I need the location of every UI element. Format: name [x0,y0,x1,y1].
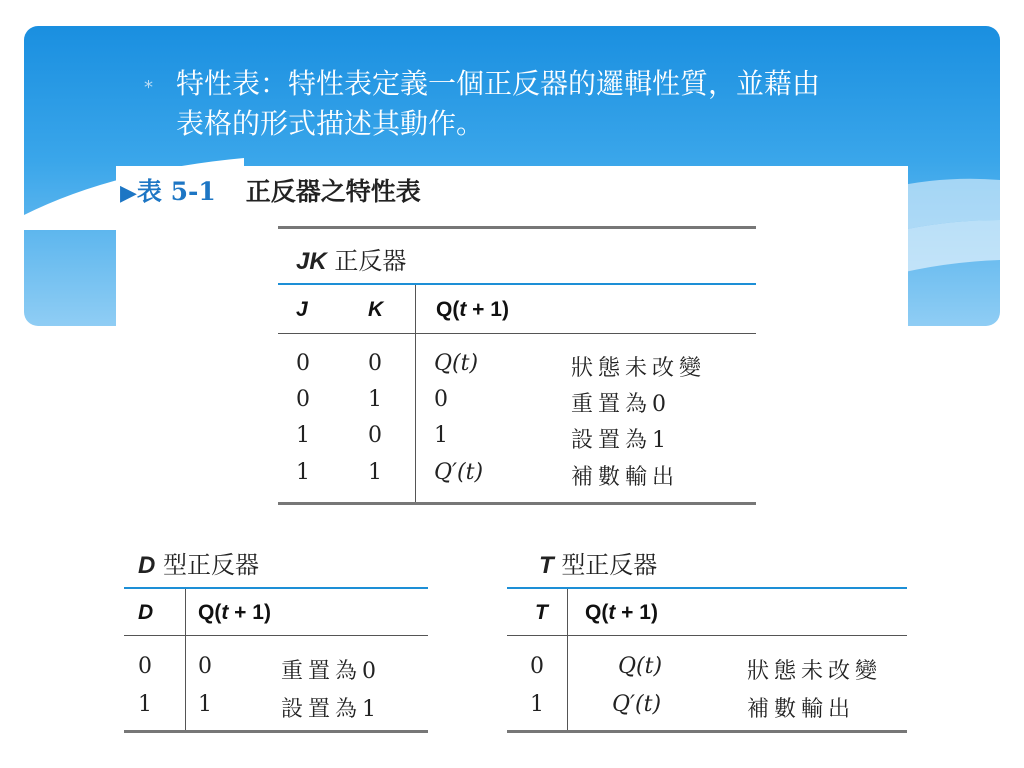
d-row-1-desc: 重置為0 [281,659,381,684]
caption-arrow-icon: ▶ [120,180,137,206]
d-column-divider [185,589,186,731]
d-row-2-q: 1 [198,692,212,717]
d-table-heading [138,545,259,580]
jk-col-q [436,298,509,322]
jk-heading-letter: JK [296,248,327,275]
d-col-d: D [138,601,154,624]
jk-header-rule [278,283,756,285]
d-q-prefix: Q( [198,601,222,624]
bullet-point [146,64,966,144]
d-q-suffix: + 1) [228,601,271,624]
jk-row-3-k: 0 [368,423,382,448]
t-row-2-q: Q′(t) [612,692,662,717]
jk-row-2-j: 0 [296,387,310,412]
t-bottom-rule [507,730,907,733]
t-row-1-t: 0 [530,654,544,679]
jk-row-2-desc: 重置為0 [571,392,671,417]
bullet-marker: * [144,77,153,98]
bullet-line-1: 特性表：特性表定義一個正反器的邏輯性質，並藉由 [176,67,821,100]
jk-row-4-j: 1 [296,460,310,485]
jk-col-j: J [296,298,308,321]
jk-column-divider [415,285,416,503]
jk-row-1-desc: 狀態未改變 [571,356,707,381]
jk-q-suffix: + 1) [466,298,509,321]
d-heading-text: 型正反器 [162,551,259,579]
table-number: 表 5-1 [136,177,216,206]
d-bottom-rule [124,730,428,733]
t-heading-letter: T [539,552,554,579]
jk-top-rule [278,226,756,229]
d-heading-letter: D [138,552,156,579]
jk-row-3-q: 1 [434,423,448,448]
jk-q-t: t [459,298,467,321]
t-q-prefix: Q( [585,601,609,624]
jk-row-2-q: 0 [434,387,448,412]
t-row-2-t: 1 [530,692,544,717]
d-q-t: t [221,601,229,624]
d-row-2-desc: 設置為1 [281,697,381,722]
t-col-q [585,601,658,625]
table-title: 正反器之特性表 [245,177,421,206]
jk-heading-text: 正反器 [334,247,407,275]
jk-table-heading [296,241,406,276]
table-caption [120,172,421,208]
d-header-rule [124,587,428,589]
jk-row-1-q: Q(t) [434,351,479,376]
d-row-1-q: 0 [198,654,212,679]
bullet-line-2: 表格的形式描述其動作。 [176,107,485,140]
t-q-t: t [608,601,616,624]
jk-row-4-desc: 補數輸出 [571,465,680,490]
jk-row-1-k: 0 [368,351,382,376]
t-row-1-desc: 狀態未改變 [747,659,883,684]
jk-col-k: K [368,298,384,321]
d-row-2-d: 1 [138,692,152,717]
jk-row-2-k: 1 [368,387,382,412]
jk-body-rule [278,333,756,334]
jk-row-4-k: 1 [368,460,382,485]
jk-bottom-rule [278,502,756,505]
jk-row-3-desc: 設置為1 [571,428,671,453]
d-body-rule [124,635,428,636]
jk-row-1-j: 0 [296,351,310,376]
t-col-t: T [535,601,548,624]
d-row-1-d: 0 [138,654,152,679]
jk-q-prefix: Q( [436,298,460,321]
t-q-suffix: + 1) [615,601,658,624]
t-heading-text: 型正反器 [561,551,658,579]
jk-row-3-j: 1 [296,423,310,448]
t-column-divider [567,589,568,731]
t-row-2-desc: 補數輸出 [747,697,856,722]
d-col-q [198,601,271,625]
jk-row-4-q: Q′(t) [434,460,484,485]
t-row-1-q: Q(t) [618,654,663,679]
t-table-heading [539,545,657,580]
